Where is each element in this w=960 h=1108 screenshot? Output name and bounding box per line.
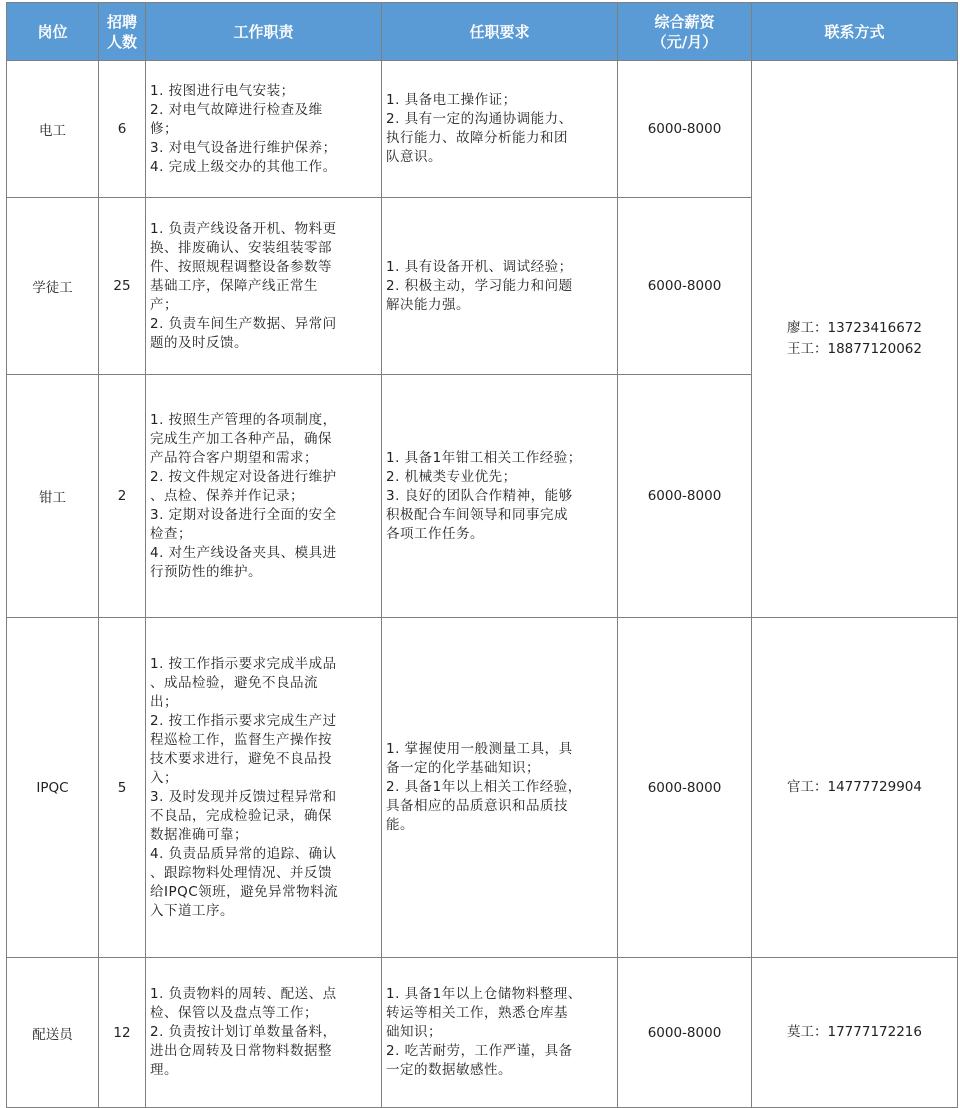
position-cell: 电工 <box>7 61 99 198</box>
duty-line: 入； <box>150 769 178 786</box>
salary-cell: 6000-8000 <box>618 618 752 958</box>
requirement-line: 3. 良好的团队合作精神，能够 <box>386 487 573 504</box>
contact-cell <box>752 958 958 1108</box>
duties-cell <box>146 198 382 375</box>
duty-line: 2. 负责按计划订单数量备料， <box>150 1024 337 1040</box>
duty-line: 3. 对电气设备进行维护保养； <box>150 139 337 156</box>
duty-line: 件、按照规程调整设备参数等 <box>150 258 332 275</box>
contact-line: 廖工：13723416672 <box>787 320 922 336</box>
duty-line: 2. 按工作指示要求完成生产过 <box>150 712 337 729</box>
header-requirements: 任职要求 <box>382 3 618 61</box>
requirements-cell <box>382 618 618 958</box>
duty-line: 给IPQC领班，避免异常物料流 <box>150 883 339 900</box>
header-row <box>7 3 958 61</box>
requirement-line: 一定的数据敏感性。 <box>386 1062 512 1078</box>
requirement-line: 1. 具备1年以上仓储物料整理、 <box>386 986 582 1002</box>
duty-line: 完成生产加工各种产品，确保 <box>150 430 332 447</box>
table-row <box>7 61 958 198</box>
duty-line: 、跟踪物料处理情况、并反馈 <box>150 864 332 881</box>
duty-line: 出； <box>150 693 178 710</box>
duty-line: 3. 及时发现并反馈过程异常和 <box>150 788 337 805</box>
duties-cell <box>146 958 382 1108</box>
salary-cell: 6000-8000 <box>618 375 752 618</box>
contact-cell-group <box>752 61 958 618</box>
duty-line: 3. 定期对设备进行全面的安全 <box>150 506 337 523</box>
requirement-line: 2. 积极主动，学习能力和问题 <box>386 277 573 294</box>
requirement-line: 具备相应的品质意识和品质技 <box>386 798 568 814</box>
requirements-cell <box>382 958 618 1108</box>
duty-line: 4. 对生产线设备夹具、模具进 <box>150 544 337 561</box>
requirement-line: 1. 具备1年钳工相关工作经验； <box>386 449 582 466</box>
contact-cell <box>752 618 958 958</box>
duty-line: 数据准确可靠； <box>150 826 248 843</box>
position-cell: 配送员 <box>7 958 99 1108</box>
duty-line: 行预防性的维护。 <box>150 563 262 580</box>
duty-line: 产品符合客户期望和需求； <box>150 449 318 466</box>
duty-line: 修； <box>150 120 178 137</box>
position-cell: IPQC <box>7 618 99 958</box>
header-salary: 综合薪资 （元/月） <box>618 3 752 61</box>
requirement-line: 2. 具备1年以上相关工作经验， <box>386 779 582 795</box>
duties-cell <box>146 618 382 958</box>
position-cell: 学徒工 <box>7 198 99 375</box>
contact-line: 官工：14777729904 <box>787 779 922 795</box>
requirement-line: 各项工作任务。 <box>386 525 484 542</box>
duty-line: 2. 负责车间生产数据、异常问 <box>150 315 337 332</box>
table-row <box>7 618 958 958</box>
count-cell: 12 <box>99 958 146 1108</box>
requirement-line: 队意识。 <box>386 149 442 165</box>
count-cell: 25 <box>99 198 146 375</box>
requirement-line: 1. 掌握使用一般测量工具，具 <box>386 741 573 757</box>
duty-line: 1. 负责物料的周转、配送、点 <box>150 986 337 1002</box>
requirement-line: 解决能力强。 <box>386 296 470 313</box>
duty-line: 检查； <box>150 525 192 542</box>
duty-line: 4. 负责品质异常的追踪、确认 <box>150 845 337 862</box>
salary-cell: 6000-8000 <box>618 61 752 198</box>
duty-line: 进出仓周转及日常物料数据整 <box>150 1043 332 1059</box>
duty-line: 2. 按文件规定对设备进行维护 <box>150 468 337 485</box>
requirement-line: 执行能力、故障分析能力和团 <box>386 130 568 146</box>
duty-line: 1. 按图进行电气安装； <box>150 82 295 99</box>
recruitment-table <box>6 2 958 1108</box>
duty-line: 4. 完成上级交办的其他工作。 <box>150 158 337 175</box>
header-position: 岗位 <box>7 3 99 61</box>
duty-line: 、点检、保养并作记录； <box>150 487 304 504</box>
requirement-line: 2. 吃苦耐劳，工作严谨，具备 <box>386 1043 573 1059</box>
requirement-line: 转运等相关工作，熟悉仓库基 <box>386 1005 568 1021</box>
duty-line: 题的及时反馈。 <box>150 334 248 351</box>
requirement-line: 积极配合车间领导和同事完成 <box>386 506 568 523</box>
duties-cell <box>146 61 382 198</box>
duty-line: 换、排废确认、安装组装零部 <box>150 239 332 256</box>
requirements-cell <box>382 198 618 375</box>
requirement-line: 1. 具备电工操作证； <box>386 92 517 108</box>
duty-line: 技术要求进行，避免不良品投 <box>150 750 332 767</box>
count-cell: 2 <box>99 375 146 618</box>
duty-line: 检、保管以及盘点等工作； <box>150 1005 318 1021</box>
duty-line: 入下道工序。 <box>150 902 234 919</box>
salary-cell: 6000-8000 <box>618 198 752 375</box>
requirement-line: 1. 具有设备开机、调试经验； <box>386 258 573 275</box>
contact-line: 莫工：17777172216 <box>787 1024 922 1040</box>
contact-line: 王工：18877120062 <box>787 341 922 357</box>
duty-line: 1. 按照生产管理的各项制度， <box>150 411 337 428</box>
salary-cell: 6000-8000 <box>618 958 752 1108</box>
requirements-cell <box>382 375 618 618</box>
duty-line: 1. 按工作指示要求完成半成品 <box>150 655 337 672</box>
duty-line: 产； <box>150 296 178 313</box>
duty-line: 不良品，完成检验记录，确保 <box>150 807 332 824</box>
requirement-line: 2. 具有一定的沟通协调能力、 <box>386 111 573 127</box>
duty-line: 2. 对电气故障进行检查及维 <box>150 101 323 118</box>
requirement-line: 备一定的化学基础知识； <box>386 760 540 776</box>
duty-line: 基础工序，保障产线正常生 <box>150 277 318 294</box>
position-cell: 钳工 <box>7 375 99 618</box>
header-duties: 工作职责 <box>146 3 382 61</box>
duty-line: 1. 负责产线设备开机、物料更 <box>150 220 337 237</box>
duty-line: 理。 <box>150 1062 178 1078</box>
header-count: 招聘 人数 <box>99 3 146 61</box>
requirement-line: 2. 机械类专业优先； <box>386 468 517 485</box>
requirements-cell <box>382 61 618 198</box>
count-cell: 5 <box>99 618 146 958</box>
requirement-line: 能。 <box>386 817 414 833</box>
header-contact: 联系方式 <box>752 3 958 61</box>
duty-line: 程巡检工作，监督生产操作按 <box>150 731 332 748</box>
table-row <box>7 958 958 1108</box>
duty-line: 、成品检验，避免不良品流 <box>150 674 318 691</box>
count-cell: 6 <box>99 61 146 198</box>
requirement-line: 础知识； <box>386 1024 442 1040</box>
duties-cell <box>146 375 382 618</box>
